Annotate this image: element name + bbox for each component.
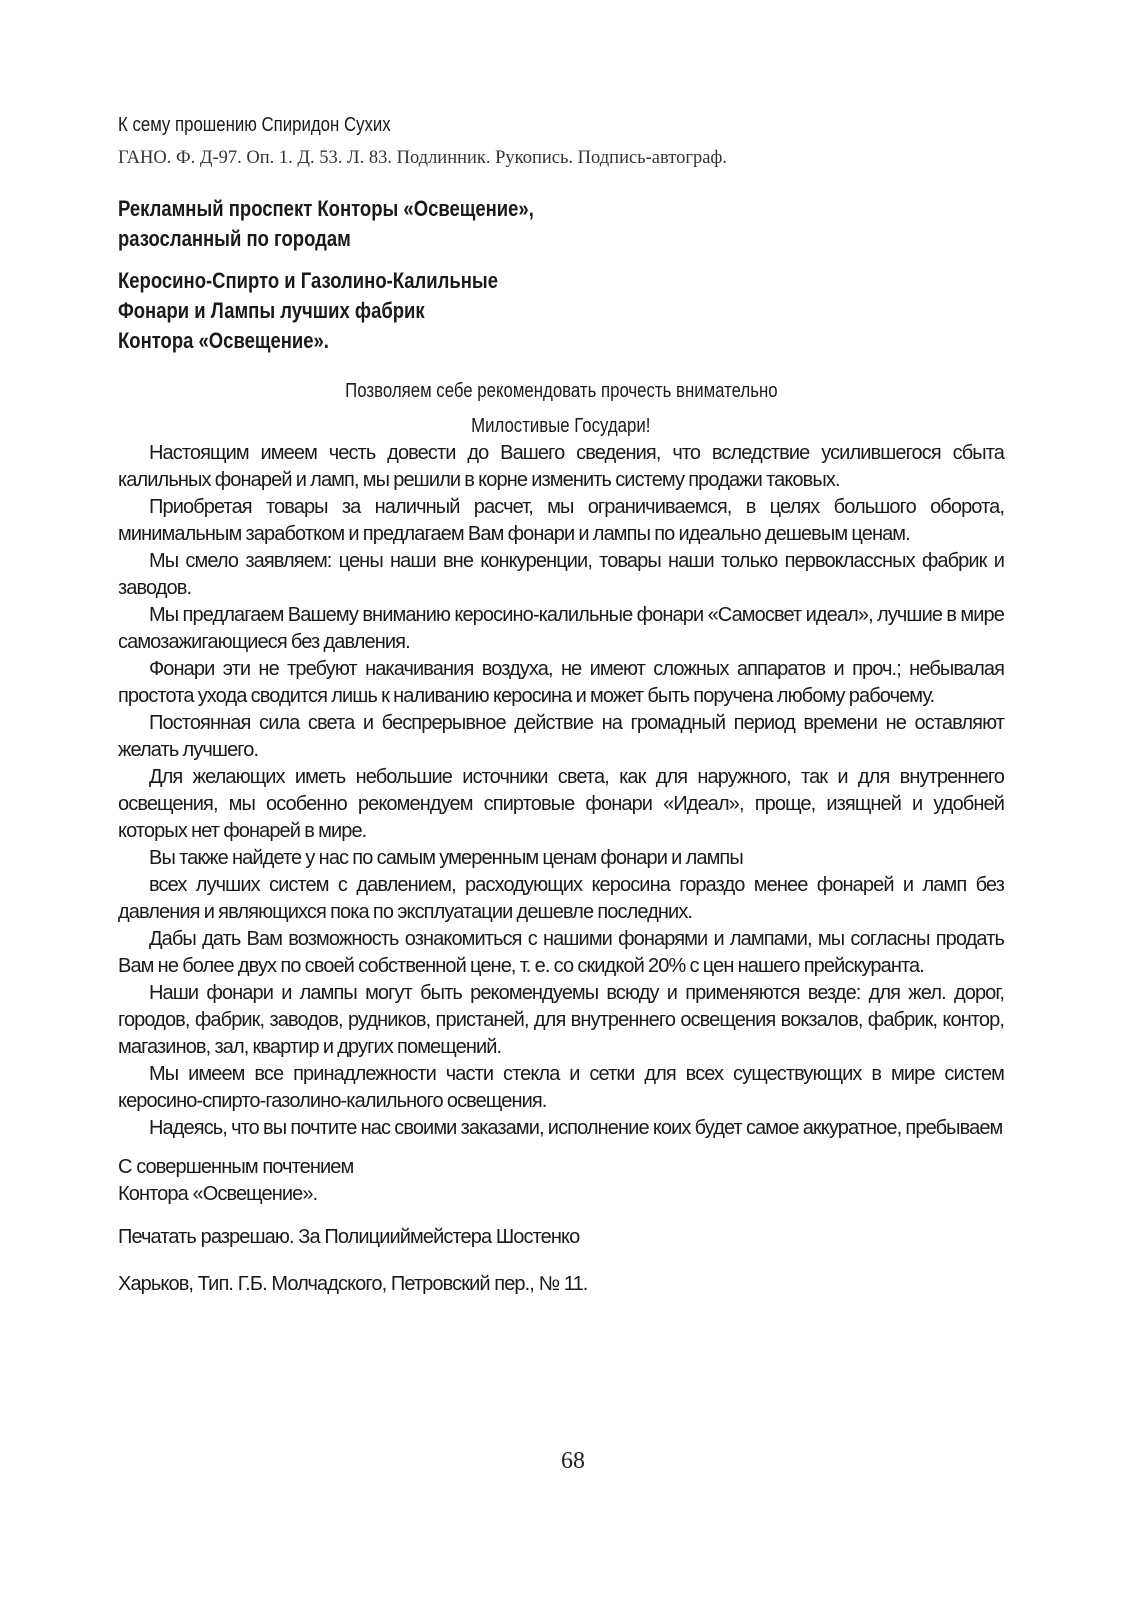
title-line-1: Рекламный проспект Конторы «Освещение», [118, 196, 534, 221]
title-line-2: разосланный по городам [118, 226, 351, 251]
closing-line-2: Контора «Освещение». [118, 1183, 318, 1205]
letter-body [118, 440, 1004, 1298]
censor-permit: Печатать разрешаю. За Полицииймейстера Шостенко [118, 1226, 580, 1248]
page-number: 68 [561, 1448, 585, 1474]
paragraph: Дабы дать Вам возможность ознакомиться с нашими фонарями и лампами, мы согласны продать Вам не более двух по своей собственной цене, т. е. со скидкой 20% с цен нашего прейскуранта. [118, 928, 1004, 977]
document-subtitle [118, 266, 1004, 356]
intro-text: Позволяем себе рекомендовать прочесть внимательно [344, 380, 778, 402]
paragraph: всех лучших систем с давлением, расходующих керосина гораздо менее фонарей и ламп без давления и являющихся пока по эксплуатации дешевле последних. [118, 874, 1004, 923]
paragraph: Настоящим имеем честь довести до Вашего сведения, что вследствие усилившегося сбыта калильных фонарей и ламп, мы решили в корне изменить систему продажи таковых. [118, 442, 1004, 491]
closing-line-1: С совершенным почтением [118, 1156, 354, 1178]
closing-block [118, 1154, 1004, 1208]
document-page [118, 110, 1004, 1318]
paragraph: Вы также найдете у нас по самым умеренным ценам фонари и лампы [149, 847, 743, 869]
intro-line [118, 376, 1004, 406]
printer-imprint: Харьков, Тип. Г.Б. Молчадского, Петровский пер., № 11. [118, 1273, 588, 1295]
subtitle-line-3: Контора «Освещение». [118, 328, 329, 353]
subtitle-line-2: Фонари и Лампы лучших фабрик [118, 298, 425, 323]
salutation-text: Милостивые Государи! [471, 415, 651, 437]
paragraph: Приобретая товары за наличный расчет, мы ограничиваемся, в целях большого оборота, минимальным заработком и предлагаем Вам фонари и лампы по идеально дешевым ценам. [118, 496, 1004, 545]
paragraph: Мы смело заявляем: цены наши вне конкуренции, товары наши только первоклассных фабрик и заводов. [118, 550, 1004, 599]
paragraph: Надеясь, что вы почтите нас своими заказами, исполнение коих будет самое аккуратное, пребываем [149, 1117, 1003, 1139]
document-title [118, 194, 1004, 254]
signature-line: К сему прошению Спиридон Сухих [118, 114, 391, 136]
archive-reference: ГАНО. Ф. Д-97. Оп. 1. Д. 53. Л. 83. Подлинник. Рукопись. Подпись-автограф. [118, 148, 728, 168]
paragraph: Наши фонари и лампы могут быть рекомендуемы всюду и применяются везде: для жел. дорог, городов, фабрик, заводов, рудников, пристаней, для внутреннего освещения вокзалов, фабрик, контор, магазинов, зал, квартир и других помещений. [118, 982, 1004, 1058]
paragraph: Мы имеем все принадлежности части стекла и сетки для всех существующих в мире систем керосино-спирто-газолино-калильного освещения. [118, 1063, 1004, 1112]
paragraph: Постоянная сила света и беспрерывное действие на громадный период времени не оставляют желать лучшего. [118, 712, 1004, 761]
paragraph: Фонари эти не требуют накачивания воздуха, не имеют сложных аппаратов и проч.; небывалая простота ухода сводится лишь к наливанию керосина и может быть поручена любому рабочему. [118, 658, 1004, 707]
salutation [118, 412, 1004, 440]
paragraph: Мы предлагаем Вашему вниманию керосино-калильные фонари «Самосвет идеал», лучшие в мире самозажигающиеся без давления. [118, 604, 1004, 653]
paragraph: Для желающих иметь небольшие источники света, как для наружного, так и для внутреннего освещения, мы особенно рекомендуем спиртовые фонари «Идеал», проще, изящней и удобней которых нет фонарей в мире. [118, 766, 1004, 842]
subtitle-line-1: Керосино-Спирто и Газолино-Калильные [118, 268, 498, 293]
